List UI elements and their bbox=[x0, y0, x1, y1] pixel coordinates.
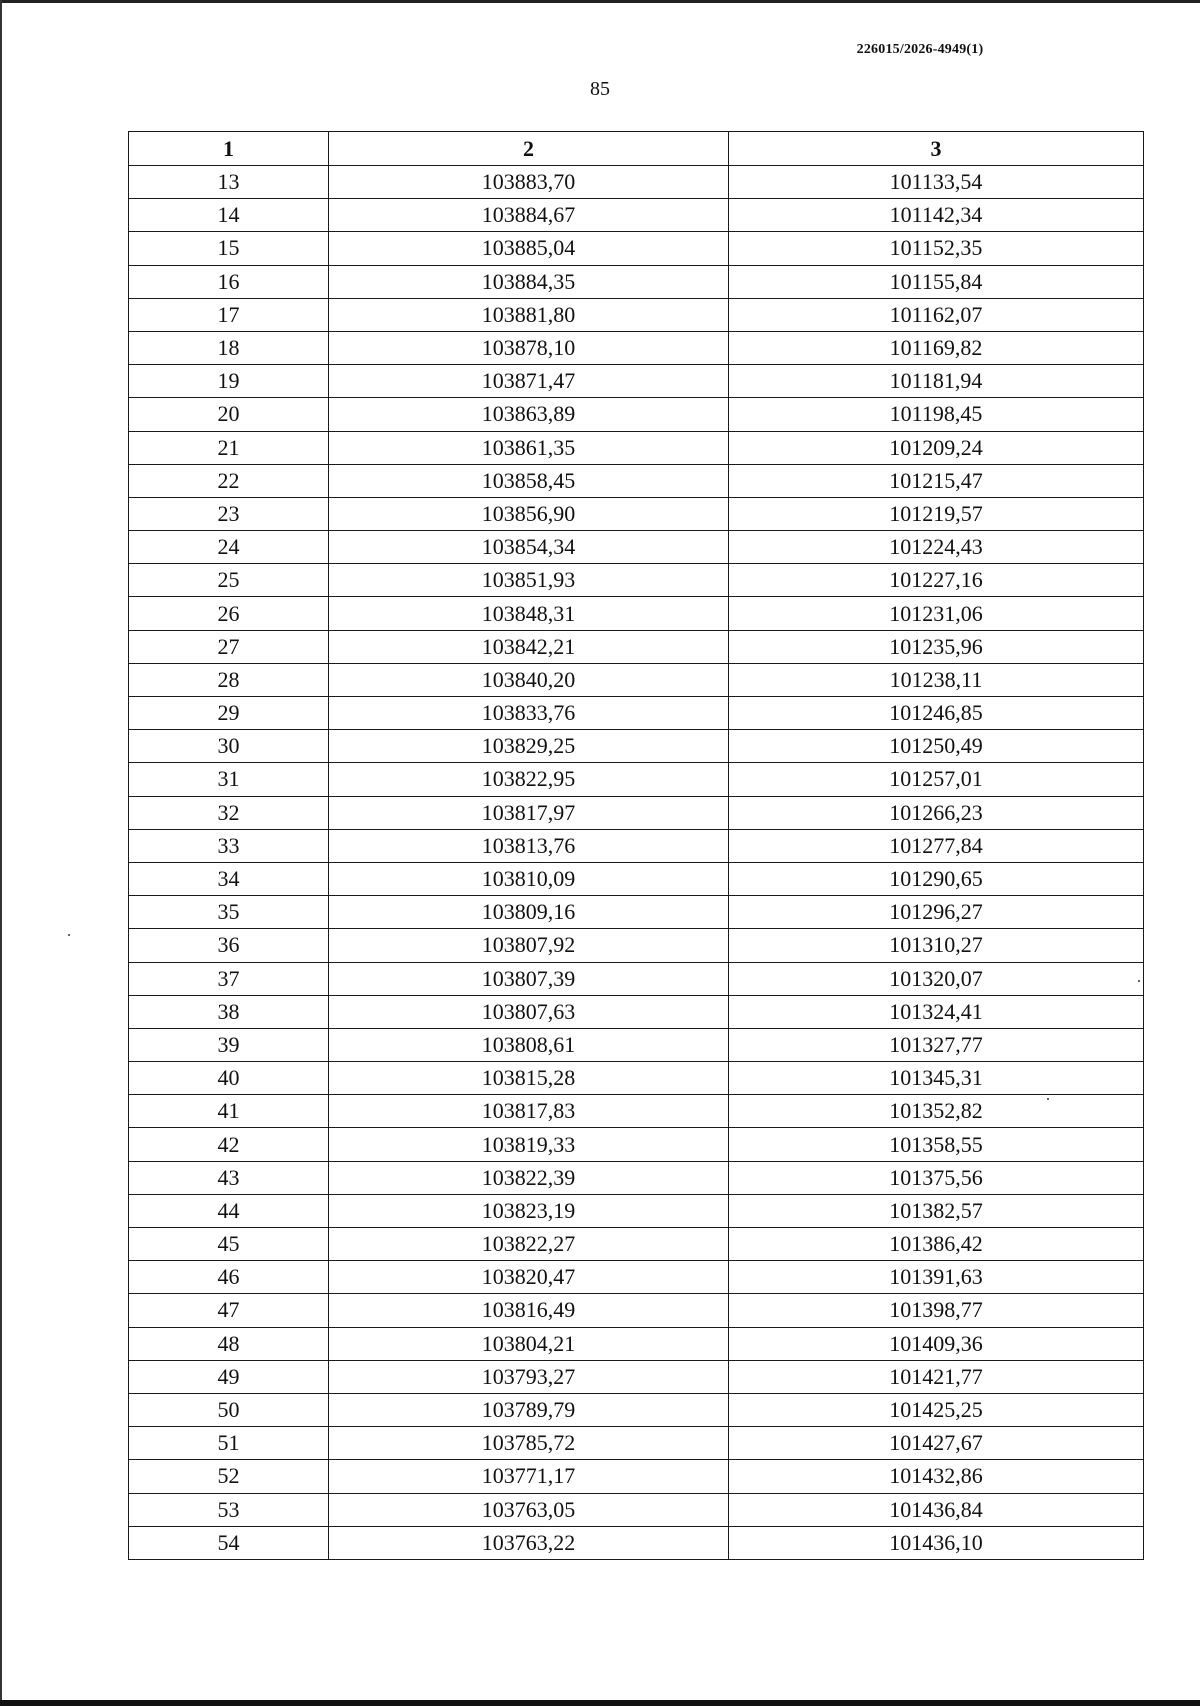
x-coordinate-cell: 103842,21 bbox=[329, 630, 729, 663]
y-coordinate-cell: 101320,07 bbox=[729, 962, 1144, 995]
x-coordinate-cell: 103848,31 bbox=[329, 597, 729, 630]
table-row bbox=[129, 730, 1144, 763]
table-row bbox=[129, 597, 1144, 630]
table-row bbox=[129, 697, 1144, 730]
point-number-cell: 16 bbox=[129, 265, 329, 298]
x-coordinate-cell: 103822,95 bbox=[329, 763, 729, 796]
point-number-cell: 18 bbox=[129, 331, 329, 364]
point-number-cell: 21 bbox=[129, 431, 329, 464]
y-coordinate-cell: 101133,54 bbox=[729, 166, 1144, 199]
point-number-cell: 25 bbox=[129, 564, 329, 597]
table-row bbox=[129, 1327, 1144, 1360]
table-row bbox=[129, 1526, 1144, 1559]
table-row bbox=[129, 199, 1144, 232]
coordinates-table bbox=[128, 131, 1144, 1560]
table-row bbox=[129, 1228, 1144, 1261]
scan-edge-left bbox=[0, 0, 2, 1706]
table-row bbox=[129, 1261, 1144, 1294]
x-coordinate-cell: 103763,22 bbox=[329, 1526, 729, 1559]
y-coordinate-cell: 101152,35 bbox=[729, 232, 1144, 265]
table-row bbox=[129, 829, 1144, 862]
x-coordinate-cell: 103771,17 bbox=[329, 1460, 729, 1493]
y-coordinate-cell: 101227,16 bbox=[729, 564, 1144, 597]
table-row bbox=[129, 995, 1144, 1028]
table-row bbox=[129, 166, 1144, 199]
x-coordinate-cell: 103804,21 bbox=[329, 1327, 729, 1360]
y-coordinate-cell: 101238,11 bbox=[729, 663, 1144, 696]
column-header-2: 2 bbox=[329, 132, 729, 166]
point-number-cell: 13 bbox=[129, 166, 329, 199]
column-header-3: 3 bbox=[729, 132, 1144, 166]
y-coordinate-cell: 101290,65 bbox=[729, 862, 1144, 895]
x-coordinate-cell: 103863,89 bbox=[329, 398, 729, 431]
point-number-cell: 22 bbox=[129, 464, 329, 497]
point-number-cell: 38 bbox=[129, 995, 329, 1028]
point-number-cell: 43 bbox=[129, 1161, 329, 1194]
point-number-cell: 19 bbox=[129, 365, 329, 398]
table-row bbox=[129, 398, 1144, 431]
point-number-cell: 41 bbox=[129, 1095, 329, 1128]
point-number-cell: 47 bbox=[129, 1294, 329, 1327]
y-coordinate-cell: 101382,57 bbox=[729, 1194, 1144, 1227]
point-number-cell: 29 bbox=[129, 697, 329, 730]
y-coordinate-cell: 101250,49 bbox=[729, 730, 1144, 763]
y-coordinate-cell: 101436,10 bbox=[729, 1526, 1144, 1559]
y-coordinate-cell: 101358,55 bbox=[729, 1128, 1144, 1161]
x-coordinate-cell: 103885,04 bbox=[329, 232, 729, 265]
table-row bbox=[129, 531, 1144, 564]
x-coordinate-cell: 103833,76 bbox=[329, 697, 729, 730]
y-coordinate-cell: 101427,67 bbox=[729, 1427, 1144, 1460]
point-number-cell: 45 bbox=[129, 1228, 329, 1261]
x-coordinate-cell: 103763,05 bbox=[329, 1493, 729, 1526]
point-number-cell: 14 bbox=[129, 199, 329, 232]
table-row bbox=[129, 564, 1144, 597]
point-number-cell: 17 bbox=[129, 298, 329, 331]
point-number-cell: 28 bbox=[129, 663, 329, 696]
table-row bbox=[129, 265, 1144, 298]
table-row bbox=[129, 1493, 1144, 1526]
y-coordinate-cell: 101181,94 bbox=[729, 365, 1144, 398]
table-row bbox=[129, 298, 1144, 331]
table-row bbox=[129, 1393, 1144, 1426]
point-number-cell: 51 bbox=[129, 1427, 329, 1460]
x-coordinate-cell: 103808,61 bbox=[329, 1028, 729, 1061]
table-row bbox=[129, 1294, 1144, 1327]
scan-speck bbox=[1047, 1098, 1049, 1100]
x-coordinate-cell: 103823,19 bbox=[329, 1194, 729, 1227]
table-body bbox=[129, 166, 1144, 1560]
point-number-cell: 54 bbox=[129, 1526, 329, 1559]
table-row bbox=[129, 929, 1144, 962]
table-row bbox=[129, 1028, 1144, 1061]
table-row bbox=[129, 1095, 1144, 1128]
point-number-cell: 26 bbox=[129, 597, 329, 630]
table-row bbox=[129, 1194, 1144, 1227]
scan-speck bbox=[68, 934, 70, 936]
table-row bbox=[129, 1062, 1144, 1095]
y-coordinate-cell: 101215,47 bbox=[729, 464, 1144, 497]
x-coordinate-cell: 103807,63 bbox=[329, 995, 729, 1028]
y-coordinate-cell: 101296,27 bbox=[729, 896, 1144, 929]
point-number-cell: 32 bbox=[129, 796, 329, 829]
x-coordinate-cell: 103816,49 bbox=[329, 1294, 729, 1327]
x-coordinate-cell: 103881,80 bbox=[329, 298, 729, 331]
table-row bbox=[129, 365, 1144, 398]
y-coordinate-cell: 101432,86 bbox=[729, 1460, 1144, 1493]
y-coordinate-cell: 101310,27 bbox=[729, 929, 1144, 962]
column-header-1: 1 bbox=[129, 132, 329, 166]
document-reference: 226015/2026-4949(1) bbox=[856, 42, 984, 57]
x-coordinate-cell: 103829,25 bbox=[329, 730, 729, 763]
point-number-cell: 24 bbox=[129, 531, 329, 564]
y-coordinate-cell: 101224,43 bbox=[729, 531, 1144, 564]
point-number-cell: 15 bbox=[129, 232, 329, 265]
y-coordinate-cell: 101375,56 bbox=[729, 1161, 1144, 1194]
y-coordinate-cell: 101257,01 bbox=[729, 763, 1144, 796]
point-number-cell: 35 bbox=[129, 896, 329, 929]
x-coordinate-cell: 103793,27 bbox=[329, 1360, 729, 1393]
x-coordinate-cell: 103810,09 bbox=[329, 862, 729, 895]
x-coordinate-cell: 103840,20 bbox=[329, 663, 729, 696]
x-coordinate-cell: 103871,47 bbox=[329, 365, 729, 398]
y-coordinate-cell: 101324,41 bbox=[729, 995, 1144, 1028]
header-row bbox=[129, 132, 1144, 166]
x-coordinate-cell: 103878,10 bbox=[329, 331, 729, 364]
y-coordinate-cell: 101209,24 bbox=[729, 431, 1144, 464]
x-coordinate-cell: 103807,39 bbox=[329, 962, 729, 995]
table-row bbox=[129, 796, 1144, 829]
table-row bbox=[129, 630, 1144, 663]
x-coordinate-cell: 103856,90 bbox=[329, 497, 729, 530]
table-row bbox=[129, 431, 1144, 464]
point-number-cell: 49 bbox=[129, 1360, 329, 1393]
table-row bbox=[129, 896, 1144, 929]
y-coordinate-cell: 101436,84 bbox=[729, 1493, 1144, 1526]
y-coordinate-cell: 101246,85 bbox=[729, 697, 1144, 730]
x-coordinate-cell: 103883,70 bbox=[329, 166, 729, 199]
y-coordinate-cell: 101391,63 bbox=[729, 1261, 1144, 1294]
x-coordinate-cell: 103809,16 bbox=[329, 896, 729, 929]
y-coordinate-cell: 101345,31 bbox=[729, 1062, 1144, 1095]
table-row bbox=[129, 862, 1144, 895]
x-coordinate-cell: 103817,83 bbox=[329, 1095, 729, 1128]
y-coordinate-cell: 101162,07 bbox=[729, 298, 1144, 331]
x-coordinate-cell: 103884,35 bbox=[329, 265, 729, 298]
x-coordinate-cell: 103807,92 bbox=[329, 929, 729, 962]
table-row bbox=[129, 497, 1144, 530]
table-row bbox=[129, 1427, 1144, 1460]
x-coordinate-cell: 103817,97 bbox=[329, 796, 729, 829]
scan-speck bbox=[1138, 980, 1140, 982]
y-coordinate-cell: 101198,45 bbox=[729, 398, 1144, 431]
x-coordinate-cell: 103819,33 bbox=[329, 1128, 729, 1161]
y-coordinate-cell: 101386,42 bbox=[729, 1228, 1144, 1261]
table-row bbox=[129, 464, 1144, 497]
y-coordinate-cell: 101235,96 bbox=[729, 630, 1144, 663]
x-coordinate-cell: 103854,34 bbox=[329, 531, 729, 564]
table-row bbox=[129, 663, 1144, 696]
table-row bbox=[129, 1360, 1144, 1393]
page-number: 85 bbox=[590, 78, 610, 100]
table-row bbox=[129, 232, 1144, 265]
y-coordinate-cell: 101409,36 bbox=[729, 1327, 1144, 1360]
x-coordinate-cell: 103785,72 bbox=[329, 1427, 729, 1460]
x-coordinate-cell: 103789,79 bbox=[329, 1393, 729, 1426]
y-coordinate-cell: 101231,06 bbox=[729, 597, 1144, 630]
table-row bbox=[129, 763, 1144, 796]
point-number-cell: 27 bbox=[129, 630, 329, 663]
x-coordinate-cell: 103884,67 bbox=[329, 199, 729, 232]
x-coordinate-cell: 103861,35 bbox=[329, 431, 729, 464]
y-coordinate-cell: 101425,25 bbox=[729, 1393, 1144, 1426]
y-coordinate-cell: 101266,23 bbox=[729, 796, 1144, 829]
table-row bbox=[129, 962, 1144, 995]
point-number-cell: 53 bbox=[129, 1493, 329, 1526]
y-coordinate-cell: 101142,34 bbox=[729, 199, 1144, 232]
y-coordinate-cell: 101327,77 bbox=[729, 1028, 1144, 1061]
scan-edge-bottom bbox=[0, 1700, 1200, 1706]
table-row bbox=[129, 1128, 1144, 1161]
point-number-cell: 39 bbox=[129, 1028, 329, 1061]
x-coordinate-cell: 103813,76 bbox=[329, 829, 729, 862]
point-number-cell: 20 bbox=[129, 398, 329, 431]
point-number-cell: 50 bbox=[129, 1393, 329, 1426]
point-number-cell: 48 bbox=[129, 1327, 329, 1360]
point-number-cell: 36 bbox=[129, 929, 329, 962]
point-number-cell: 52 bbox=[129, 1460, 329, 1493]
x-coordinate-cell: 103822,39 bbox=[329, 1161, 729, 1194]
x-coordinate-cell: 103815,28 bbox=[329, 1062, 729, 1095]
point-number-cell: 46 bbox=[129, 1261, 329, 1294]
y-coordinate-cell: 101398,77 bbox=[729, 1294, 1144, 1327]
table-row bbox=[129, 1161, 1144, 1194]
table-row bbox=[129, 1460, 1144, 1493]
point-number-cell: 37 bbox=[129, 962, 329, 995]
point-number-cell: 30 bbox=[129, 730, 329, 763]
x-coordinate-cell: 103822,27 bbox=[329, 1228, 729, 1261]
point-number-cell: 42 bbox=[129, 1128, 329, 1161]
y-coordinate-cell: 101155,84 bbox=[729, 265, 1144, 298]
x-coordinate-cell: 103858,45 bbox=[329, 464, 729, 497]
y-coordinate-cell: 101169,82 bbox=[729, 331, 1144, 364]
table-row bbox=[129, 331, 1144, 364]
y-coordinate-cell: 101277,84 bbox=[729, 829, 1144, 862]
point-number-cell: 44 bbox=[129, 1194, 329, 1227]
x-coordinate-cell: 103820,47 bbox=[329, 1261, 729, 1294]
point-number-cell: 31 bbox=[129, 763, 329, 796]
point-number-cell: 34 bbox=[129, 862, 329, 895]
point-number-cell: 23 bbox=[129, 497, 329, 530]
table-header bbox=[129, 132, 1144, 166]
point-number-cell: 33 bbox=[129, 829, 329, 862]
y-coordinate-cell: 101352,82 bbox=[729, 1095, 1144, 1128]
y-coordinate-cell: 101219,57 bbox=[729, 497, 1144, 530]
x-coordinate-cell: 103851,93 bbox=[329, 564, 729, 597]
y-coordinate-cell: 101421,77 bbox=[729, 1360, 1144, 1393]
point-number-cell: 40 bbox=[129, 1062, 329, 1095]
scan-edge-top bbox=[0, 0, 1200, 3]
